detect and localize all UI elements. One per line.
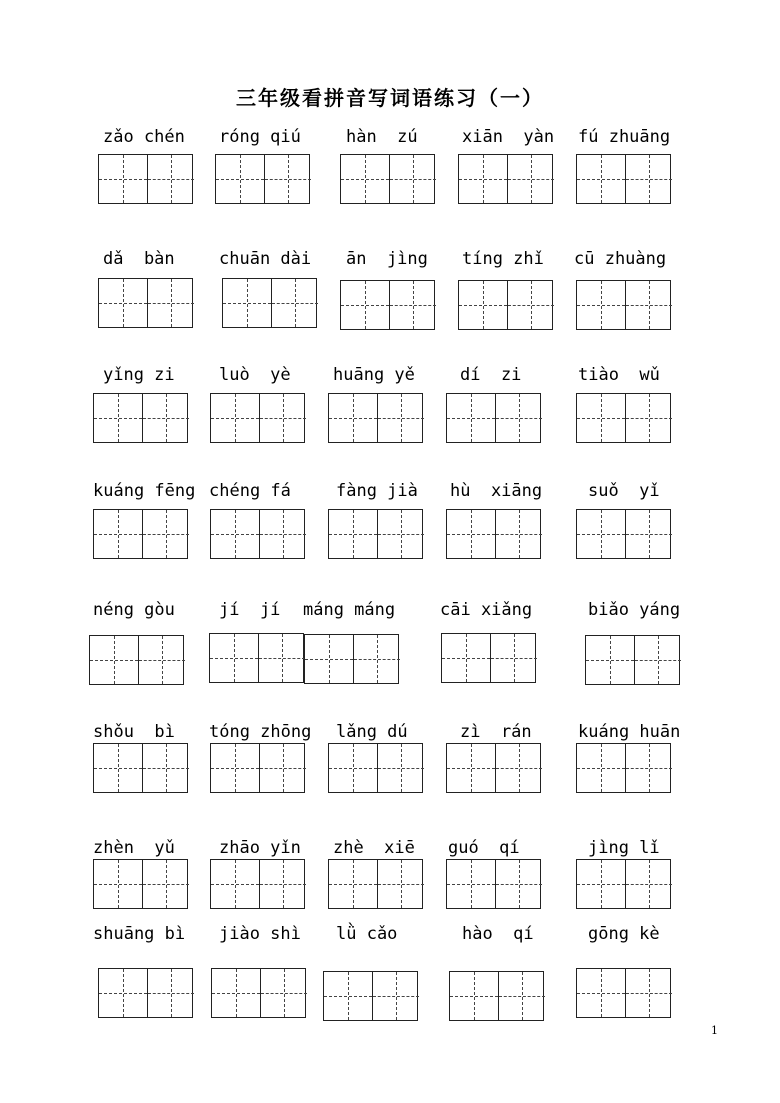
character-cell[interactable] (94, 510, 142, 558)
writing-grid[interactable] (458, 154, 553, 204)
character-cell[interactable] (353, 635, 401, 683)
character-cell[interactable] (389, 155, 437, 203)
character-cell[interactable] (447, 744, 495, 792)
writing-grid[interactable] (93, 743, 188, 793)
character-cell[interactable] (377, 394, 425, 442)
character-cell[interactable] (495, 510, 543, 558)
character-cell[interactable] (258, 634, 306, 682)
pinyin-prompt: lǎng dú (336, 722, 408, 742)
pinyin-prompt: luò yè (219, 365, 291, 385)
pinyin-prompt: máng máng (303, 600, 396, 620)
pinyin-prompt: jiào shì (219, 924, 301, 944)
character-cell[interactable] (211, 510, 259, 558)
writing-grid[interactable] (576, 743, 671, 793)
page-title: 三年级看拼音写词语练习（一） (236, 86, 544, 110)
character-cell[interactable] (495, 394, 543, 442)
character-cell[interactable] (625, 744, 673, 792)
writing-grid[interactable] (328, 509, 423, 559)
character-cell[interactable] (305, 635, 353, 683)
pinyin-prompt: fú zhuāng (578, 127, 671, 147)
character-cell[interactable] (341, 155, 389, 203)
pinyin-prompt: tiào wǔ (578, 365, 660, 385)
character-cell[interactable] (625, 155, 673, 203)
character-cell[interactable] (99, 279, 147, 327)
character-cell[interactable] (577, 155, 625, 203)
pinyin-prompt: zì rán (460, 722, 532, 742)
character-cell[interactable] (329, 394, 377, 442)
character-cell[interactable] (341, 281, 389, 329)
character-cell[interactable] (586, 636, 634, 684)
character-cell[interactable] (211, 394, 259, 442)
pinyin-prompt: cū zhuàng (574, 249, 667, 269)
pinyin-prompt: suǒ yǐ (588, 481, 660, 501)
writing-grid[interactable] (576, 968, 671, 1018)
character-cell[interactable] (450, 972, 498, 1020)
pinyin-prompt: shǒu bì (93, 722, 175, 742)
character-cell[interactable] (577, 744, 625, 792)
pinyin-prompt: hàn zú (346, 127, 418, 147)
pinyin-prompt: shuāng bì (93, 924, 186, 944)
character-cell[interactable] (259, 394, 307, 442)
pinyin-prompt: kuáng fēng (93, 481, 196, 501)
writing-grid[interactable] (93, 393, 188, 443)
writing-grid[interactable] (328, 859, 423, 909)
writing-grid[interactable] (89, 635, 184, 685)
pinyin-prompt: huāng yě (333, 365, 415, 385)
writing-grid[interactable] (441, 633, 536, 683)
character-cell[interactable] (498, 972, 546, 1020)
writing-grid[interactable] (209, 633, 304, 683)
writing-grid[interactable] (98, 278, 193, 328)
pinyin-prompt: xiān yàn (462, 127, 555, 147)
writing-grid[interactable] (215, 154, 310, 204)
character-cell[interactable] (94, 744, 142, 792)
character-cell[interactable] (495, 744, 543, 792)
character-cell[interactable] (377, 744, 425, 792)
character-cell[interactable] (99, 155, 147, 203)
pinyin-prompt: zhè xiē (333, 838, 415, 858)
character-cell[interactable] (507, 155, 555, 203)
character-cell[interactable] (94, 394, 142, 442)
page-number: 1 (711, 1024, 718, 1037)
character-cell[interactable] (138, 636, 186, 684)
writing-grid[interactable] (576, 393, 671, 443)
pinyin-prompt: guó qí (448, 838, 520, 858)
character-cell[interactable] (142, 510, 190, 558)
character-cell[interactable] (577, 510, 625, 558)
character-cell[interactable] (389, 281, 437, 329)
character-cell[interactable] (625, 394, 673, 442)
pinyin-prompt: cāi xiǎng (440, 600, 533, 620)
character-cell[interactable] (147, 969, 195, 1017)
writing-grid[interactable] (328, 743, 423, 793)
character-cell[interactable] (577, 860, 625, 908)
character-cell[interactable] (442, 634, 490, 682)
character-cell[interactable] (329, 510, 377, 558)
character-cell[interactable] (223, 279, 271, 327)
character-cell[interactable] (259, 510, 307, 558)
character-cell[interactable] (447, 860, 495, 908)
pinyin-prompt: jí jí (219, 600, 281, 620)
pinyin-prompt: zǎo chén (103, 127, 185, 147)
character-cell[interactable] (625, 281, 673, 329)
writing-grid[interactable] (93, 859, 188, 909)
character-cell[interactable] (459, 155, 507, 203)
character-cell[interactable] (490, 634, 538, 682)
writing-grid[interactable] (446, 393, 541, 443)
character-cell[interactable] (260, 969, 308, 1017)
pinyin-prompt: zhāo yǐn (219, 838, 301, 858)
character-cell[interactable] (625, 860, 673, 908)
writing-grid[interactable] (576, 509, 671, 559)
pinyin-prompt: biǎo yáng (588, 600, 681, 620)
writing-grid[interactable] (328, 393, 423, 443)
writing-grid[interactable] (585, 635, 680, 685)
writing-grid[interactable] (340, 280, 435, 330)
pinyin-prompt: chuān dài (219, 249, 312, 269)
character-cell[interactable] (216, 155, 264, 203)
writing-grid[interactable] (222, 278, 317, 328)
pinyin-prompt: kuáng huān (578, 722, 681, 742)
character-cell[interactable] (259, 860, 307, 908)
writing-grid[interactable] (98, 968, 193, 1018)
character-cell[interactable] (459, 281, 507, 329)
writing-grid[interactable] (576, 154, 671, 204)
character-cell[interactable] (259, 744, 307, 792)
character-cell[interactable] (372, 972, 420, 1020)
writing-grid[interactable] (210, 393, 305, 443)
character-cell[interactable] (212, 969, 260, 1017)
character-cell[interactable] (211, 744, 259, 792)
writing-grid[interactable] (576, 859, 671, 909)
pinyin-prompt: hào qí (462, 924, 534, 944)
writing-grid[interactable] (446, 859, 541, 909)
writing-grid[interactable] (576, 280, 671, 330)
character-cell[interactable] (329, 860, 377, 908)
pinyin-prompt: hù xiāng (450, 481, 543, 501)
writing-grid[interactable] (458, 280, 553, 330)
pinyin-prompt: dǎ bàn (103, 249, 175, 269)
character-cell[interactable] (142, 394, 190, 442)
character-cell[interactable] (271, 279, 319, 327)
writing-grid[interactable] (304, 634, 399, 684)
pinyin-prompt: gōng kè (588, 924, 660, 944)
character-cell[interactable] (142, 744, 190, 792)
writing-grid[interactable] (93, 509, 188, 559)
character-cell[interactable] (447, 510, 495, 558)
character-cell[interactable] (142, 860, 190, 908)
character-cell[interactable] (634, 636, 682, 684)
writing-grid[interactable] (449, 971, 544, 1021)
pinyin-prompt: róng qiú (219, 127, 301, 147)
character-cell[interactable] (377, 510, 425, 558)
pinyin-prompt: yǐng zi (103, 365, 175, 385)
character-cell[interactable] (90, 636, 138, 684)
character-cell[interactable] (447, 394, 495, 442)
writing-grid[interactable] (446, 509, 541, 559)
character-cell[interactable] (577, 281, 625, 329)
pinyin-prompt: tíng zhǐ (462, 249, 544, 269)
character-cell[interactable] (147, 155, 195, 203)
pinyin-prompt: zhèn yǔ (93, 838, 175, 858)
character-cell[interactable] (577, 394, 625, 442)
writing-grid[interactable] (446, 743, 541, 793)
character-cell[interactable] (324, 972, 372, 1020)
character-cell[interactable] (264, 155, 312, 203)
pinyin-prompt: néng gòu (93, 600, 175, 620)
character-cell[interactable] (94, 860, 142, 908)
writing-grid[interactable] (210, 509, 305, 559)
character-cell[interactable] (210, 634, 258, 682)
writing-grid[interactable] (98, 154, 193, 204)
character-cell[interactable] (147, 279, 195, 327)
writing-grid[interactable] (323, 971, 418, 1021)
pinyin-prompt: fàng jià (336, 481, 418, 501)
pinyin-prompt: tóng zhōng (209, 722, 312, 742)
pinyin-prompt: jìng lǐ (588, 838, 660, 858)
pinyin-prompt: dí zi (460, 365, 522, 385)
character-cell[interactable] (377, 860, 425, 908)
character-cell[interactable] (211, 860, 259, 908)
character-cell[interactable] (99, 969, 147, 1017)
character-cell[interactable] (625, 969, 673, 1017)
writing-grid[interactable] (340, 154, 435, 204)
writing-grid[interactable] (211, 968, 306, 1018)
character-cell[interactable] (577, 969, 625, 1017)
character-cell[interactable] (329, 744, 377, 792)
writing-grid[interactable] (210, 743, 305, 793)
writing-grid[interactable] (210, 859, 305, 909)
pinyin-prompt: chéng fá (209, 481, 291, 501)
pinyin-prompt: ān jìng (346, 249, 428, 269)
pinyin-prompt: lǜ cǎo (336, 924, 398, 944)
character-cell[interactable] (495, 860, 543, 908)
character-cell[interactable] (625, 510, 673, 558)
character-cell[interactable] (507, 281, 555, 329)
